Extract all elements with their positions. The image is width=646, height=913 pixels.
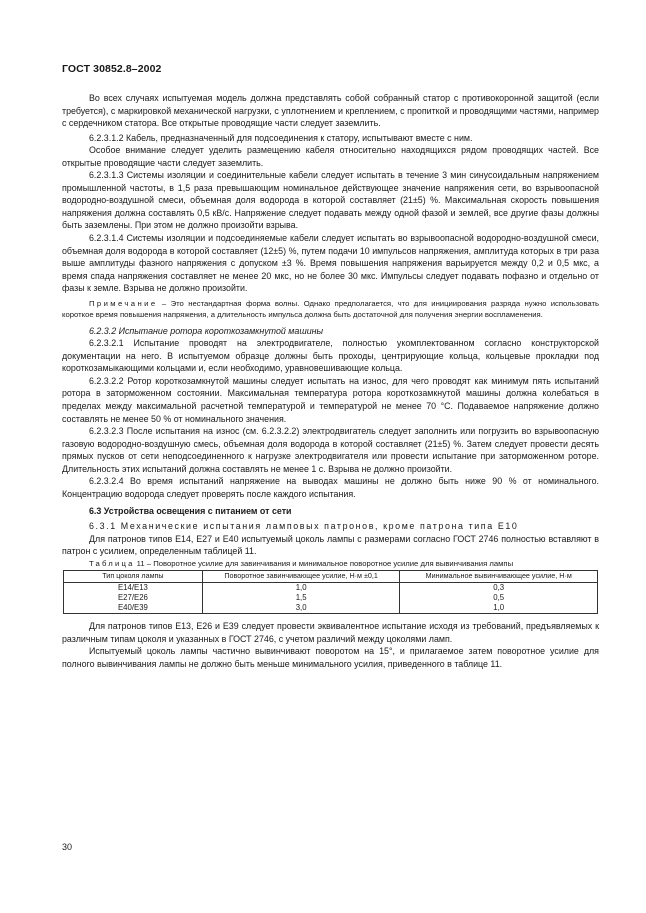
torque-table (63, 570, 598, 615)
paragraph: Для патронов типов Е13, Е26 и Е39 следует провести эквивалентное испытание исходя из требований, предъявляемых к различным типам цоколя и указанных в ГОСТ 2746, с учетом различий между цоколями ламп. (62, 621, 599, 644)
table-cell: Е14/Е13 (64, 582, 203, 593)
table-header-cell: Поворотное завинчивающее усилие, Н·м ±0,1 (202, 570, 400, 582)
note (62, 298, 599, 321)
table-caption (62, 558, 599, 569)
table-cell: 1,0 (400, 603, 598, 614)
note-label: Примечание (89, 298, 158, 308)
table-cell: 3,0 (202, 603, 400, 614)
paragraph: Для патронов типов Е14, Е27 и Е40 испытуемый цоколь лампы с размерами согласно ГОСТ 2746 полностью вставляют в патрон с усилием, определенным таблицей 11. (62, 533, 599, 557)
paragraph: 6.2.3.1.3 Системы изоляции и соединительные кабели следует испытать в течение 3 мин синусоидальным напряжением промышленной частоты, в 1,5 раза превышающим номинальное действующее значение напряжения сети, во взрывоопасной водородно-воздушной смеси, объемная доля водорода в которой составляет (21±5) %. Максимальная скорость повышения напряжения должна составлять 0,5 кВ/с. Напряжение следует подавать между одной фазой и землей, все другие фазы должны быть заземлены. При этом не должно произойти взрыва. (62, 170, 599, 231)
table-caption-label: Таблица (89, 558, 135, 568)
table-row (64, 603, 598, 614)
table-cell: Е27/Е26 (64, 593, 203, 603)
table-row (64, 582, 598, 593)
clause-title: 6.3.1 Механические испытания ламповых патронов, кроме патрона типа Е10 (89, 520, 519, 531)
table-cell: 0,3 (400, 582, 598, 593)
paragraph: 6.2.3.2.2 Ротор короткозамкнутой машины следует испытать на износ, для чего проводят как минимум пять испытаний ротора в заторможенном состоянии. Максимальная температура ротора короткозамкнутой машины должна колебаться в пределах между максимальной расчетной температурой и температурой не менее 70 °С. Подаваемое напряжение должно составлять не менее 50 % от номинального значения. (62, 375, 599, 424)
page-body (62, 92, 599, 670)
paragraph: Особое внимание следует уделить размещению кабеля относительно находящихся рядом проводящих частей. Все открытые проводящие части следует заземлить. (62, 145, 599, 168)
table-header-cell: Тип цоколя лампы (64, 570, 203, 582)
paragraph: Испытуемый цоколь лампы частично вывинчивают поворотом на 15°, и прилагаемое затем поворотное усилие для полного вывинчивания лампы не должно быть меньше минимального усилия, приведенного в таблице 11. (62, 646, 599, 669)
table-row (64, 593, 598, 603)
page-number: 30 (62, 842, 73, 852)
table-cell: 1,0 (202, 582, 400, 593)
paragraph: 6.2.3.2.3 После испытания на износ (см. 6.2.3.2.2) электродвигатель следует заполнить или погрузить во взрывоопасную газовую водородно-воздушную смесь, объемная доля водорода в которой составляет (21±5) %. Затем следует провести десять прямых пусков от сети неподсоединенного к нагрузке электродвигателя или провести испытание при заторможенном роторе. Длительность этих испытаний должна составлять не менее 1 с. Взрыва не должно произойти. (62, 426, 599, 474)
note-text: – Это нестандартная форма волны. Однако предполагается, что для инициирования разряда нужно использовать короткое время повышения напряжения, а длительность импульса должна быть достаточной для получения энергии воспламенения. (62, 298, 599, 320)
table-cell: 0,5 (400, 593, 598, 603)
table-cell: 1,5 (202, 593, 400, 603)
section-title: 6.3 Устройства освещения с питанием от сети (89, 506, 292, 517)
paragraph: Во всех случаях испытуемая модель должна представлять собой собранный статор с противокоронной защитой (если требуется), с маркировкой механической нагрузки, с уплотнением и креплением, с пропиткой и проводящими частями, например с сердечником статора. Все открытые проводящие части следует заземлить. (62, 93, 599, 129)
table-header-row (64, 570, 598, 582)
page-header: ГОСТ 30852.8–2002 (62, 63, 162, 75)
paragraph: 6.2.3.1.4 Системы изоляции и подсоединяемые кабели следует испытать во взрывоопасной водородно-воздушной смеси, объемная доля водорода в которой составляет (12±5) %, путем подачи 10 импульсов напряжения, амплитуда которых в три раза выше амплитуды фазного напряжения с допуском ±3 %. Время повышения напряжения варьируется между 0,2 и 0,5 мкс, а время спада напряжения составляет не менее 20 мкс, но не более 30 мкс. Импульсы следует подавать пофазно и отдельно от фазы к земле. Взрыва не должно произойти. (62, 233, 599, 294)
subsection-title: 6.2.3.2 Испытание ротора короткозамкнутой машины (89, 325, 324, 336)
paragraph: 6.2.3.1.2 Кабель, предназначенный для подсоединения к статору, испытывают вместе с ним. (89, 132, 473, 143)
table-header-cell: Минимальное вывинчивающее усилие, Н·м (400, 570, 598, 582)
table-cell: Е40/Е39 (64, 603, 203, 614)
paragraph: 6.2.3.2.1 Испытание проводят на электродвигателе, полностью укомплектованном согласно конструкторской документации на него. В испытуемом образце должны быть проходы, центрирующие кольца, кольцевые прокладки под короткозамыкающими кольцами и, если необходимо, уравновешивающие кольца. (62, 338, 599, 374)
paragraph: 6.2.3.2.4 Во время испытаний напряжение на выводах машины не должно быть ниже 90 % от номинального. Концентрацию водорода следует проверять после каждого испытания. (62, 476, 599, 499)
table-caption-text: 11 – Поворотное усилие для завинчивания и минимальное поворотное усилие для вывинчивания лампы (134, 558, 514, 568)
